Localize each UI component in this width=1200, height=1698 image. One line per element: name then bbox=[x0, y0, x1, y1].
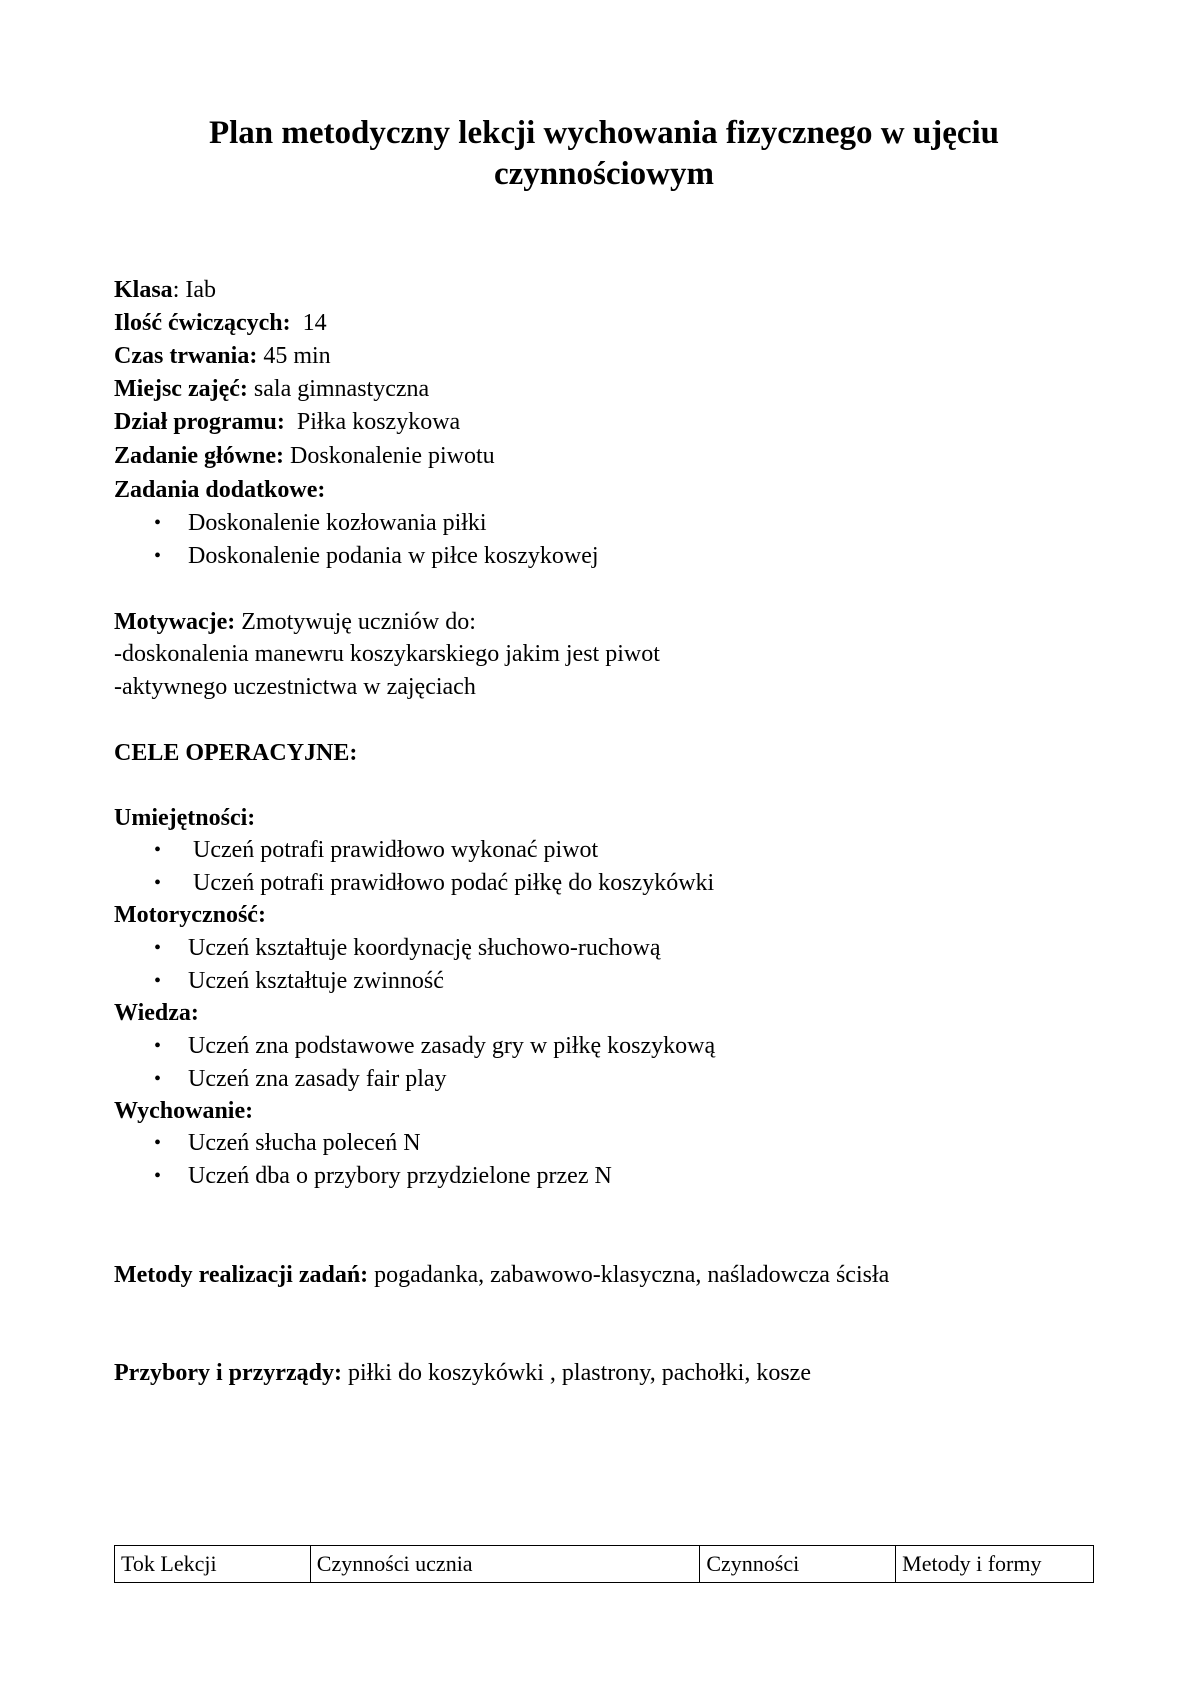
table-header-czynnosci: Czynności bbox=[700, 1546, 896, 1583]
motywacje-label: Motywacje: bbox=[114, 609, 236, 635]
list-item-text: Uczeń potrafi prawidłowo podać piłkę do koszykówki bbox=[193, 870, 715, 896]
list-item-text: Uczeń zna zasady fair play bbox=[188, 1066, 447, 1092]
list-item bbox=[154, 540, 599, 572]
cele-heading: CELE OPERACYJNE: bbox=[114, 740, 358, 766]
list-item bbox=[154, 867, 715, 899]
motorycznosc-heading: Motoryczność: bbox=[114, 902, 266, 928]
list-item bbox=[154, 965, 444, 997]
zadanie-line bbox=[114, 440, 495, 472]
list-item-text: Uczeń kształtuje zwinność bbox=[188, 968, 444, 994]
przybory-label: Przybory i przyrządy: bbox=[114, 1360, 342, 1386]
bullet-icon: • bbox=[154, 872, 162, 894]
list-item-text: Doskonalenie podania w piłce koszykowej bbox=[188, 543, 599, 569]
table-row bbox=[115, 1546, 1094, 1583]
table-header-tok: Tok Lekcji bbox=[115, 1546, 311, 1583]
metody-value: pogadanka, zabawowo-klasyczna, naśladowcza ścisła bbox=[374, 1262, 890, 1288]
list-item-text: Doskonalenie kozłowania piłki bbox=[188, 510, 487, 536]
zadanie-label: Zadanie główne: bbox=[114, 443, 285, 469]
lesson-table bbox=[114, 1545, 1094, 1583]
czas-line bbox=[114, 340, 331, 372]
metody-label: Metody realizacji zadań: bbox=[114, 1262, 369, 1288]
motywacje-line bbox=[114, 606, 476, 638]
list-item bbox=[154, 1160, 612, 1192]
klasa-label: Klasa bbox=[114, 277, 173, 303]
list-item-text: Uczeń słucha poleceń N bbox=[188, 1130, 421, 1156]
motywacje-item-2: -aktywnego uczestnictwa w zajęciach bbox=[114, 674, 476, 700]
list-item-text: Uczeń zna podstawowe zasady gry w piłkę koszykową bbox=[188, 1033, 716, 1059]
klasa-value: : Iab bbox=[172, 277, 216, 303]
bullet-icon: • bbox=[154, 512, 162, 534]
list-item bbox=[154, 932, 661, 964]
zadanie-value: Doskonalenie piwotu bbox=[290, 443, 495, 469]
miejsce-line bbox=[114, 373, 429, 405]
dodatkowe-label: Zadania dodatkowe: bbox=[114, 477, 326, 503]
dzial-line bbox=[114, 406, 460, 438]
list-item-text: Uczeń potrafi prawidłowo wykonać piwot bbox=[193, 837, 599, 863]
bullet-icon: • bbox=[154, 839, 162, 861]
przybory-value: piłki do koszykówki , plastrony, pachołki, kosze bbox=[347, 1360, 811, 1386]
bullet-icon: • bbox=[154, 1068, 162, 1090]
table-header-metody: Metody i formy bbox=[896, 1546, 1094, 1583]
dodatkowe-line bbox=[114, 474, 325, 506]
title-line-2: czynnościowym bbox=[494, 156, 714, 192]
bullet-icon: • bbox=[154, 1132, 162, 1154]
czas-value: 45 min bbox=[263, 343, 331, 369]
list-item-text: Uczeń kształtuje koordynację słuchowo-ruchową bbox=[188, 935, 661, 961]
list-item bbox=[154, 1063, 447, 1095]
bullet-icon: • bbox=[154, 970, 162, 992]
dzial-value: Piłka koszykowa bbox=[296, 409, 461, 435]
metody-line bbox=[114, 1259, 889, 1291]
page-title bbox=[114, 113, 1094, 195]
dzial-label: Dział programu: bbox=[114, 409, 285, 435]
wychowanie-heading: Wychowanie: bbox=[114, 1098, 254, 1124]
title-line-1: Plan metodyczny lekcji wychowania fizycznego w ujęciu bbox=[208, 115, 1000, 151]
wiedza-heading: Wiedza: bbox=[114, 1000, 199, 1026]
list-item bbox=[154, 507, 487, 539]
klasa-line bbox=[114, 274, 216, 306]
motywacje-value: Zmotywuję uczniów do: bbox=[241, 609, 476, 635]
ilosc-value: 14 bbox=[302, 310, 327, 336]
list-item bbox=[154, 834, 599, 866]
ilosc-line bbox=[114, 307, 327, 339]
czas-label: Czas trwania: bbox=[114, 343, 258, 369]
list-item bbox=[154, 1127, 421, 1159]
przybory-line bbox=[114, 1357, 811, 1389]
umiejetnosci-heading: Umiejętności: bbox=[114, 805, 256, 831]
bullet-icon: • bbox=[154, 1165, 162, 1187]
table-header-czynnosci-ucznia: Czynności ucznia bbox=[310, 1546, 700, 1583]
list-item-text: Uczeń dba o przybory przydzielone przez N bbox=[188, 1163, 612, 1189]
motywacje-item-1: -doskonalenia manewru koszykarskiego jakim jest piwot bbox=[114, 641, 660, 667]
bullet-icon: • bbox=[154, 545, 162, 567]
ilosc-label: Ilość ćwiczących: bbox=[114, 310, 291, 336]
list-item bbox=[154, 1030, 716, 1062]
bullet-icon: • bbox=[154, 1035, 162, 1057]
bullet-icon: • bbox=[154, 937, 162, 959]
miejsce-value: sala gimnastyczna bbox=[253, 376, 430, 402]
miejsce-label: Miejsc zajęć: bbox=[114, 376, 248, 402]
